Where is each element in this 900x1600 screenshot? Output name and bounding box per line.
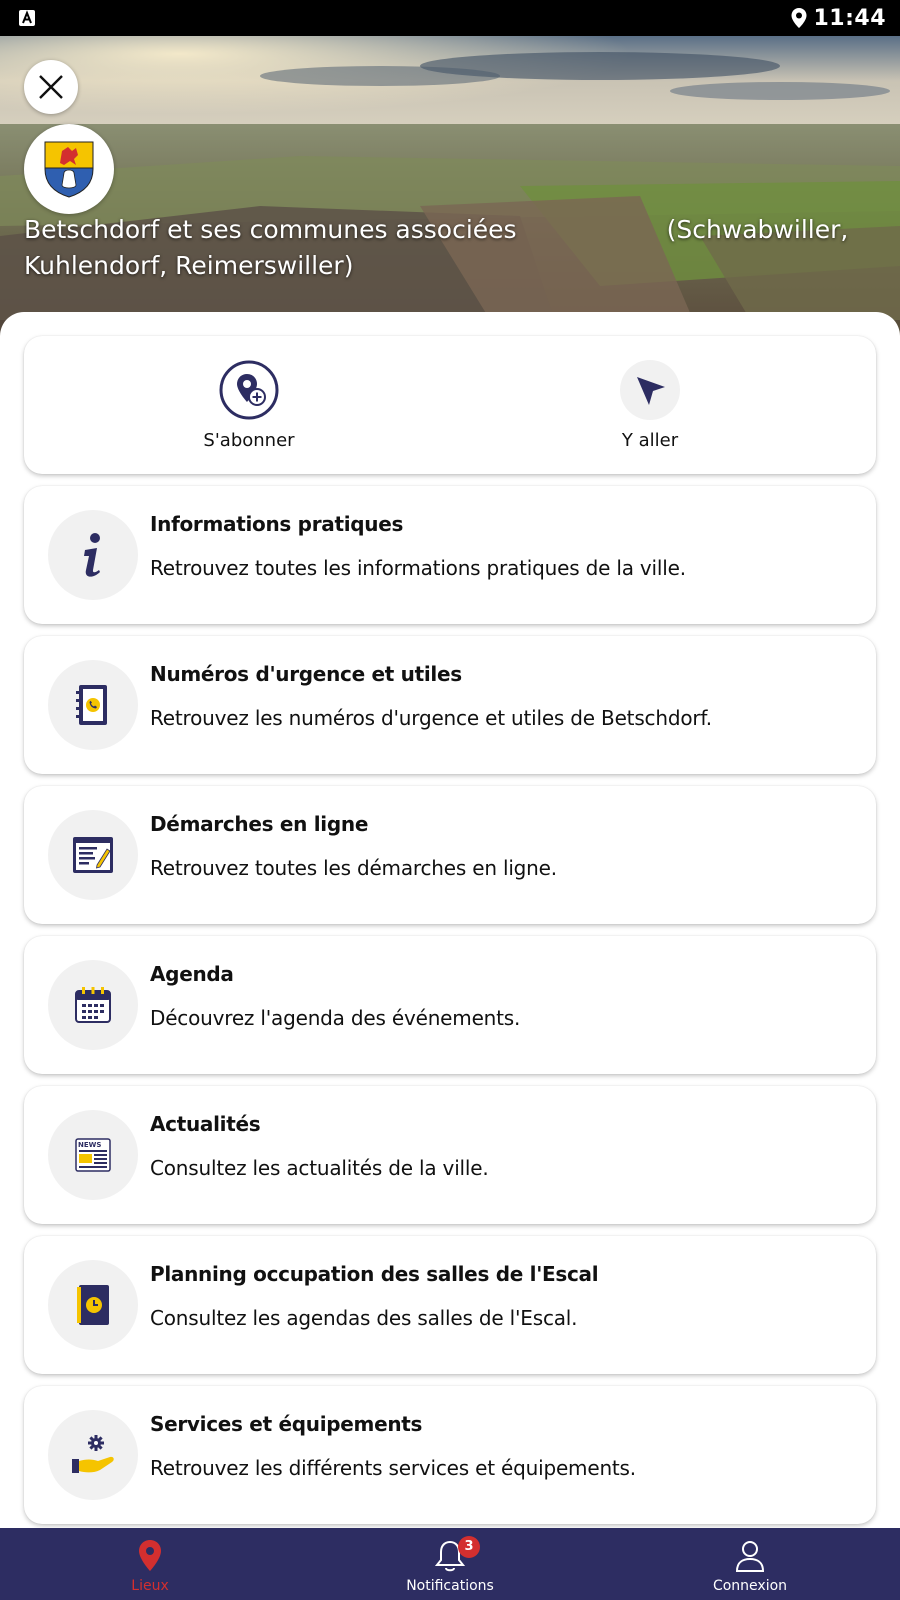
place-title-part2: (Schwabwiller,: [666, 215, 849, 244]
menu-title: Agenda: [150, 962, 234, 986]
hero-banner: [0, 36, 900, 336]
news-icon: [73, 1135, 113, 1175]
app-notification-icon: [18, 9, 36, 27]
menu-title: Démarches en ligne: [150, 812, 369, 836]
svg-text:NEWS: NEWS: [78, 1141, 102, 1149]
place-title: [24, 212, 884, 284]
go-there-icon-wrap: [620, 360, 680, 420]
menu-icon-wrap: [48, 1260, 138, 1350]
notifications-badge: 3: [458, 1536, 480, 1558]
status-bar: [0, 0, 900, 36]
menu-icon-wrap: [48, 1110, 138, 1200]
nav-notifications[interactable]: [300, 1528, 600, 1600]
service-hand-icon: [70, 1433, 116, 1477]
go-there-button[interactable]: [550, 360, 750, 451]
navigation-arrow-icon: [633, 373, 667, 407]
menu-description: Consultez les actualités de la ville.: [150, 1156, 489, 1180]
nav-places[interactable]: [0, 1528, 300, 1600]
menu-description: Retrouvez les différents services et équipements.: [150, 1456, 636, 1480]
menu-title: Actualités: [150, 1112, 261, 1136]
bottom-navigation: [0, 1528, 900, 1600]
clock: 11:44: [813, 6, 886, 31]
phone-book-icon: [73, 683, 113, 727]
menu-item-services[interactable]: [24, 1386, 876, 1524]
menu-description: Retrouvez toutes les démarches en ligne.: [150, 856, 557, 880]
subscribe-button[interactable]: [149, 360, 349, 451]
location-status-icon: [790, 7, 808, 29]
content-sheet: [0, 312, 900, 1528]
menu-item-online-procedures[interactable]: [24, 786, 876, 924]
menu-item-agenda[interactable]: [24, 936, 876, 1074]
menu-title: Numéros d'urgence et utiles: [150, 662, 462, 686]
actions-card: [24, 336, 876, 474]
menu-description: Découvrez l'agenda des événements.: [150, 1006, 521, 1030]
info-icon: [73, 530, 113, 580]
calendar-icon: [73, 985, 113, 1025]
menu-item-room-planning[interactable]: [24, 1236, 876, 1374]
menu-icon-wrap: [48, 960, 138, 1050]
menu-title: Informations pratiques: [150, 512, 404, 536]
subscribe-icon-wrap: [219, 360, 279, 420]
menu-icon-wrap: [48, 810, 138, 900]
aerial-town-photo: [0, 36, 900, 336]
nav-places-label: Lieux: [131, 1578, 169, 1594]
location-add-icon: [219, 360, 279, 420]
place-title-part1: Betschdorf et ses communes associées: [24, 215, 517, 244]
menu-item-news[interactable]: [24, 1086, 876, 1224]
nav-login-label: Connexion: [712, 1578, 788, 1594]
coat-of-arms-icon: [42, 139, 96, 199]
menu-title: Planning occupation des salles de l'Escal: [150, 1262, 599, 1286]
close-icon: [38, 74, 64, 100]
menu-icon-wrap: [48, 660, 138, 750]
map-pin-icon: [133, 1538, 167, 1574]
user-icon: [733, 1538, 767, 1574]
subscribe-label: S'abonner: [203, 430, 295, 451]
planner-clock-icon: [73, 1283, 113, 1327]
online-form-icon: [71, 835, 115, 875]
town-crest-logo: [24, 124, 114, 214]
go-there-label: Y aller: [621, 430, 679, 451]
menu-item-practical-info[interactable]: [24, 486, 876, 624]
place-title-part3: Kuhlendorf, Reimerswiller): [24, 251, 354, 280]
menu-description: Retrouvez toutes les informations pratiques de la ville.: [150, 556, 686, 580]
menu-item-emergency-numbers[interactable]: [24, 636, 876, 774]
menu-icon-wrap: [48, 510, 138, 600]
menu-description: Retrouvez les numéros d'urgence et utiles de Betschdorf.: [150, 706, 712, 730]
close-button[interactable]: [24, 60, 78, 114]
menu-icon-wrap: [48, 1410, 138, 1500]
menu-description: Consultez les agendas des salles de l'Escal.: [150, 1306, 578, 1330]
menu-title: Services et équipements: [150, 1412, 423, 1436]
nav-login[interactable]: [600, 1528, 900, 1600]
nav-notifications-label: Notifications: [406, 1578, 494, 1594]
